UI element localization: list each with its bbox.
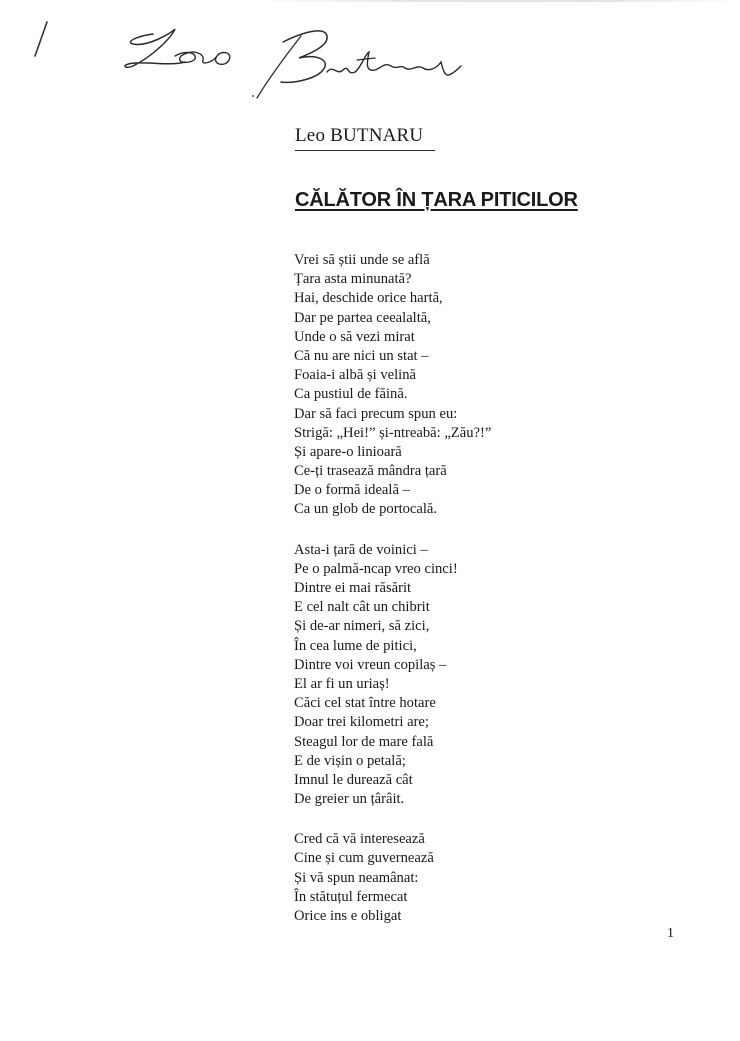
signature-drawing — [25, 14, 465, 109]
stanza — [294, 251, 714, 520]
poem-title: CĂLĂTOR ÎN ȚARA PITICILOR — [295, 189, 578, 211]
handwritten-signature — [25, 14, 465, 109]
poem-line: Orice ins e obligat — [294, 908, 402, 924]
poem-line: În stătuțul fermecat — [294, 888, 408, 905]
poem-line: Dar pe partea ceealaltă, — [294, 309, 431, 326]
poem-line: Cred că vă interesează — [294, 831, 425, 848]
poem-line: E cel nalt cât un chibrit — [294, 599, 430, 616]
poem-line: De o formă ideală – — [294, 482, 410, 499]
poem-line: De greier un țârâit. — [294, 791, 405, 808]
page-number: 1 — [667, 926, 674, 941]
poem-line: Doar trei kilometri are; — [294, 714, 429, 731]
poem-line: Căci cel stat între hotare — [294, 695, 436, 712]
poem-line: Dintre ei mai răsărit — [294, 580, 412, 596]
author-name: Leo BUTNARU — [295, 125, 424, 146]
poem-line: E de vișin o petală; — [294, 752, 406, 769]
poem-line: Că nu are nici un stat – — [294, 347, 429, 364]
poem-line: Dintre voi vreun copilaș – — [294, 656, 447, 673]
poem-line: Imnul le durează cât — [294, 771, 413, 788]
scan-top-edge — [250, 0, 740, 2]
poem-line: Și apare-o linioară — [294, 443, 402, 460]
poem-line: Steagul lor de mare fală — [294, 733, 434, 750]
poem-line: Ca pustiul de făină. — [294, 386, 408, 403]
poem-line: Dar să faci precum spun eu: — [294, 405, 458, 422]
poem-line: Ce-ți trasează mândra țară — [294, 463, 447, 480]
poem-line: Ca un glob de portocală. — [294, 501, 438, 518]
poem-line: Hai, deschide orice hartă, — [294, 290, 443, 307]
poem-line: Țara asta minunată? — [294, 271, 412, 288]
poem-body — [294, 251, 714, 926]
poem-line: Asta-i țară de voinici – — [294, 541, 428, 558]
poem-line: În cea lume de pitici, — [294, 637, 417, 654]
poem-line: Vrei să știi unde se află — [294, 252, 430, 268]
poem-line: Unde o să vezi mirat — [294, 328, 415, 345]
stanza — [294, 830, 714, 926]
poem-line: Strigă: „Hei!” și-ntreabă: „Zău?!” — [294, 424, 492, 441]
author-underline — [295, 150, 435, 151]
stanza — [294, 541, 714, 810]
poem-line: Foaia-i albă și velină — [294, 367, 416, 384]
poem-line: Pe o palmă-ncap vreo cinci! — [294, 560, 458, 577]
poem-line: Și de-ar nimeri, să zici, — [294, 618, 430, 635]
poem-line: Cine și cum guvernează — [294, 850, 434, 867]
poem-line: El ar fi un uriaș! — [294, 675, 390, 692]
poem-line: Și vă spun neamânat: — [294, 869, 419, 886]
